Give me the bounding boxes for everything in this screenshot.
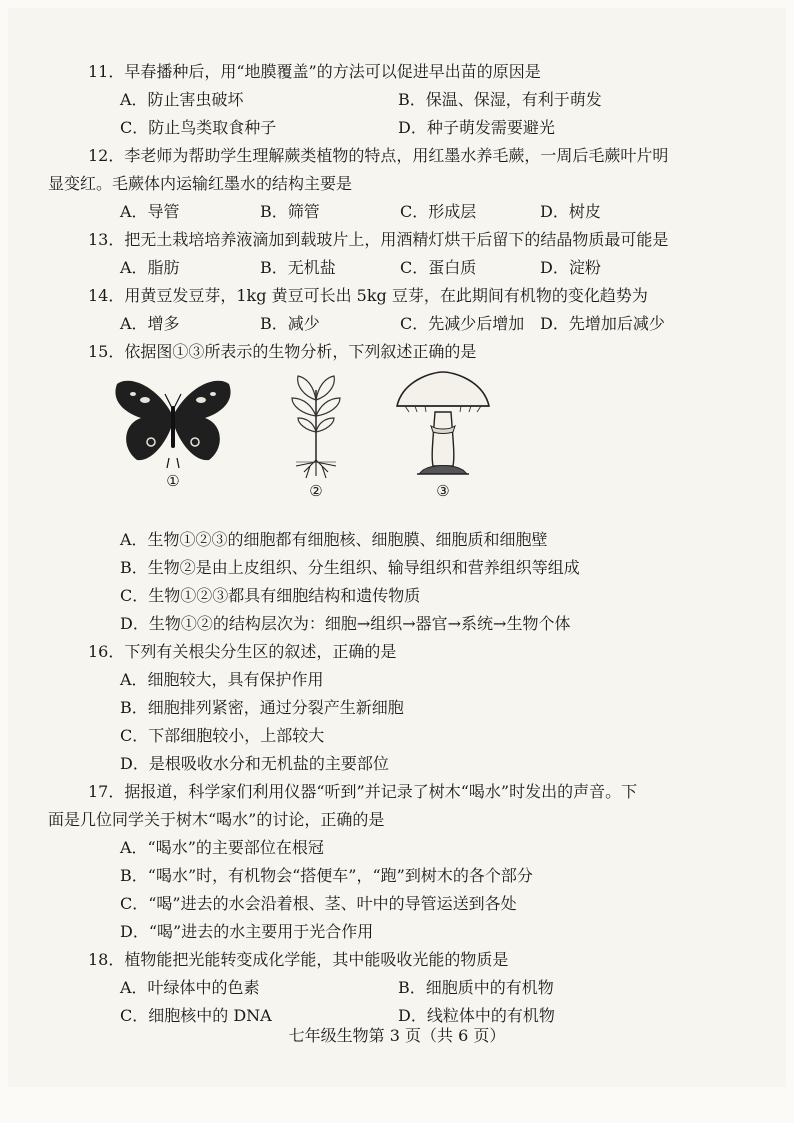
question-stem: 17．据报道，科学家们利用仪器“听到”并记录了树木“喝水”时发出的声音。下 [88,782,638,801]
plant-seedling-icon [286,370,346,480]
question-17 [48,778,728,946]
question-13 [88,226,728,282]
question-18 [88,946,728,1030]
option-c: C．细胞核中的 DNA [120,1006,272,1025]
question-11 [88,58,728,142]
question-14 [88,282,728,338]
option-b: B．细胞排列紧密，通过分裂产生新细胞 [120,698,404,717]
option-d: D．淀粉 [540,258,601,277]
option-d: D．生物①②的结构层次为：细胞→组织→器官→系统→生物个体 [120,614,571,633]
option-list [88,526,728,638]
option-b: B．细胞质中的有机物 [398,978,554,997]
mushroom-icon [393,370,493,480]
organism-figures [88,370,728,520]
question-12 [48,142,728,226]
option-d: D．是根吸收水分和无机盐的主要部位 [120,754,389,773]
option-list [88,86,728,142]
question-stem: 11．早春播种后，用“地膜覆盖”的方法可以促进早出苗的原因是 [88,62,541,81]
option-list [88,254,728,282]
figure-label: ① [166,472,180,490]
option-b: B．筛管 [260,202,320,221]
question-stem: 18．植物能把光能转变成化学能，其中能吸收光能的物质是 [88,950,509,969]
option-b: B．无机盐 [260,258,336,277]
option-c: C．防止鸟类取食种子 [120,118,277,137]
option-b: B．“喝水”时，有机物会“搭便车”，“跑”到树木的各个部分 [120,866,533,885]
option-a: A．导管 [120,202,180,221]
option-a: A．脂肪 [120,258,180,277]
option-c: C．形成层 [400,202,477,221]
option-list [88,310,728,338]
option-c: C．蛋白质 [400,258,477,277]
option-d: D．先增加后减少 [540,314,665,333]
option-c: C．下部细胞较小，上部较大 [120,726,325,745]
figure-2 [266,370,366,500]
option-list [88,834,728,946]
option-c: C．先减少后增加 [400,314,525,333]
figure-label: ③ [436,482,450,500]
option-a: A．防止害虫破坏 [120,90,244,109]
question-16 [88,638,728,778]
question-stem: 15．依据图①③所表示的生物分析，下列叙述正确的是 [88,342,477,361]
option-list [88,974,728,1030]
question-stem: 14．用黄豆发豆芽，1kg 黄豆可长出 5kg 豆芽，在此期间有机物的变化趋势为 [88,286,648,305]
question-15 [88,338,728,638]
option-list [88,198,728,226]
question-stem: 16．下列有关根尖分生区的叙述，正确的是 [88,642,397,661]
question-stem-continued: 显变红。毛蕨体内运输红墨水的结构主要是 [48,174,353,193]
option-d: D．“喝”进去的水主要用于光合作用 [120,922,374,941]
option-a: A．细胞较大，具有保护作用 [120,670,324,689]
option-list [88,666,728,778]
option-d: D．线粒体中的有机物 [398,1006,555,1025]
option-d: D．种子萌发需要避光 [398,118,555,137]
option-c: C．生物①②③都具有细胞结构和遗传物质 [120,586,421,605]
option-a: A．生物①②③的细胞都有细胞核、细胞膜、细胞质和细胞壁 [120,530,548,549]
option-d: D．树皮 [540,202,601,221]
question-stem: 12．李老师为帮助学生理解蕨类植物的特点，用红墨水养毛蕨，一周后毛蕨叶片明 [88,146,669,165]
figure-3 [388,370,498,500]
option-b: B．减少 [260,314,320,333]
option-b: B．保温、保湿，有利于萌发 [398,90,602,109]
option-a: A．“喝水”的主要部位在根冠 [120,838,324,857]
question-list [48,58,728,1030]
figure-label: ② [309,482,323,500]
option-b: B．生物②是由上皮组织、分生组织、输导组织和营养组织等组成 [120,558,580,577]
page-footer: 七年级生物第 3 页（共 6 页） [288,1026,506,1045]
question-stem-continued: 面是几位同学关于树木“喝水”的讨论，正确的是 [48,810,385,829]
question-stem: 13．把无土栽培培养液滴加到载玻片上，用酒精灯烘干后留下的结晶物质最可能是 [88,230,669,249]
butterfly-icon [111,370,235,470]
figure-1 [108,370,238,490]
option-a: A．叶绿体中的色素 [120,978,260,997]
option-a: A．增多 [120,314,180,333]
option-c: C．“喝”进去的水会沿着根、茎、叶中的导管运送到各处 [120,894,517,913]
